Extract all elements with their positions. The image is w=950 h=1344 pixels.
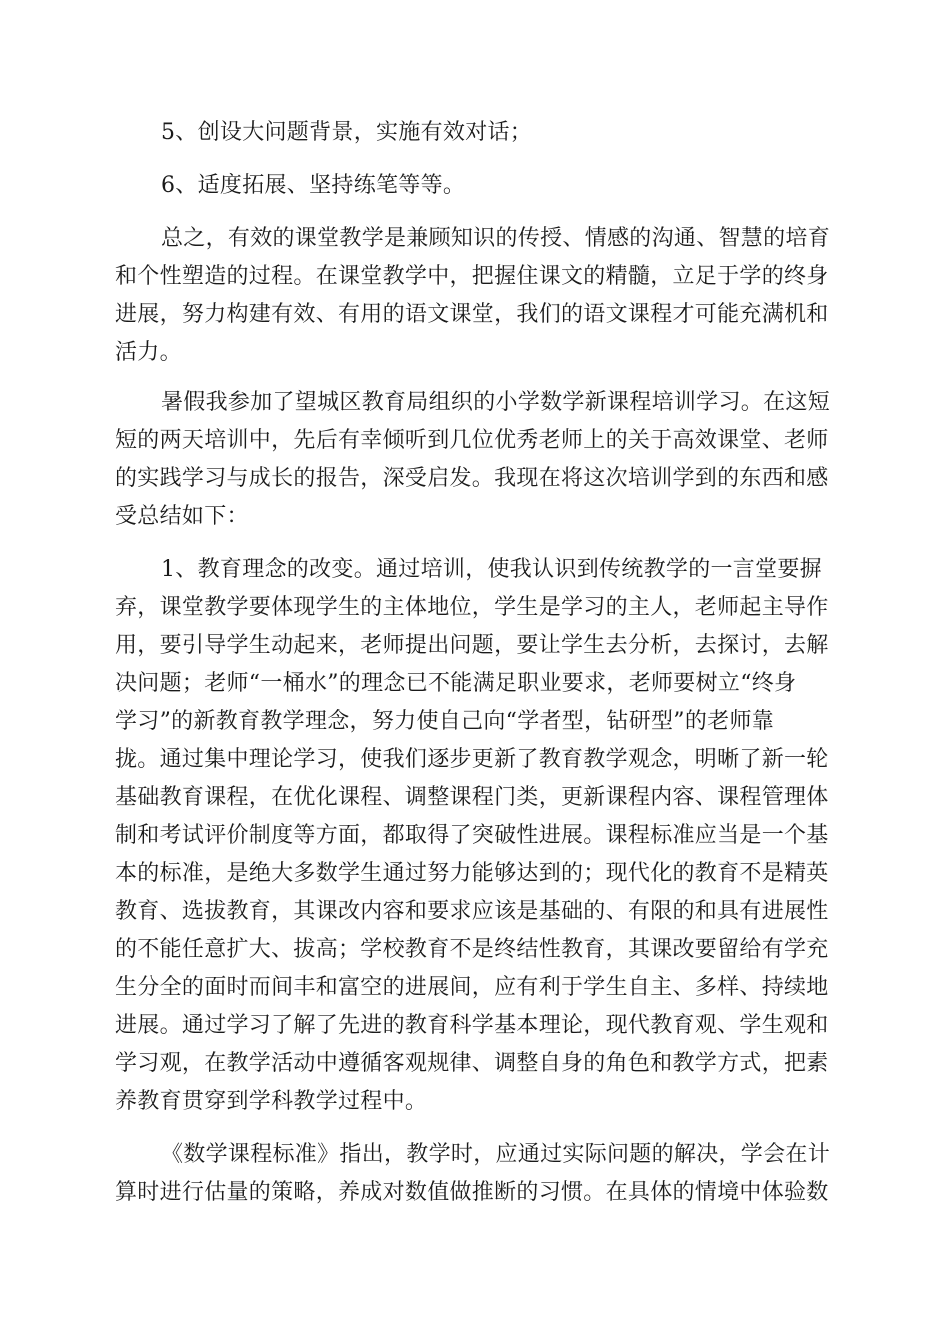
paragraph-line: 拢。通过集中理论学习，使我们逐步更新了教育教学观念，明晰了新一轮 (115, 747, 829, 772)
paragraph-line: 制和考试评价制度等方面，都取得了突破性进展。课程标准应当是一个基 (115, 823, 829, 848)
paragraph-line: 算时进行估量的策略，养成对数值做推断的习惯。在具体的情境中体验数 (115, 1180, 829, 1205)
paragraph-line: 的不能任意扩大、拔高；学校教育不是终结性教育，其课改要留给有学充 (115, 937, 829, 962)
paragraph-line: 5、创设大问题背景，实施有效对话； (161, 120, 533, 145)
paragraph-line: 《数学课程标准》指出，教学时，应通过实际问题的解决，学会在计 (161, 1142, 831, 1167)
paragraph-line: 养教育贯穿到学科教学过程中。 (115, 1089, 428, 1114)
paragraph-line: 教育、选拔教育，其课改内容和要求应该是基础的、有限的和具有进展性 (115, 899, 829, 924)
paragraph-line: 活力。 (115, 340, 182, 365)
paragraph-line: 的实践学习与成长的报告，深受启发。我现在将这次培训学到的东西和感 (115, 466, 829, 491)
paragraph-line: 和个性塑造的过程。在课堂教学中，把握住课文的精髓，立足于学的终身 (115, 264, 829, 289)
paragraph-line: 基础教育课程，在优化课程、调整课程门类，更新课程内容、课程管理体 (115, 785, 829, 810)
paragraph-line: 生分全的面时而间丰和富空的进展间，应有利于学生自主、多样、持续地 (115, 975, 829, 1000)
paragraph-line: 用，要引导学生动起来，老师提出问题，要让学生去分析，去探讨，去解 (115, 633, 829, 658)
paragraph-line: 学习观，在教学活动中遵循客观规律、调整自身的角色和教学方式，把素 (115, 1051, 829, 1076)
paragraph-line: 总之，有效的课堂教学是兼顾知识的传授、情感的沟通、智慧的培育 (161, 226, 831, 251)
paragraph-line: 暑假我参加了望城区教育局组织的小学数学新课程培训学习。在这短 (161, 390, 831, 415)
paragraph-line: 短的两天培训中，先后有幸倾听到几位优秀老师上的关于高效课堂、老师 (115, 428, 829, 453)
paragraph-line: 本的标准，是绝大多数学生通过努力能够达到的；现代化的教育不是精英 (115, 861, 829, 886)
paragraph-line: 6、适度拓展、坚持练笔等等。 (161, 173, 466, 198)
paragraph-line: 受总结如下： (115, 504, 249, 529)
paragraph-line: 进展，努力构建有效、有用的语文课堂，我们的语文课程才可能充满机和 (115, 302, 829, 327)
paragraph-line: 1、教育理念的改变。通过培训，使我认识到传统教学的一言堂要摒 (161, 557, 822, 582)
paragraph-line: 学习”的新教育教学理念，努力使自己向“学者型，钻研型”的老师靠 (115, 709, 775, 734)
paragraph-line: 弃，课堂教学要体现学生的主体地位，学生是学习的主人，老师起主导作 (115, 595, 829, 620)
paragraph-line: 进展。通过学习了解了先进的教育科学基本理论，现代教育观、学生观和 (115, 1013, 829, 1038)
paragraph-line: 决问题；老师“一桶水”的理念已不能满足职业要求，老师要树立“终身 (115, 671, 797, 696)
